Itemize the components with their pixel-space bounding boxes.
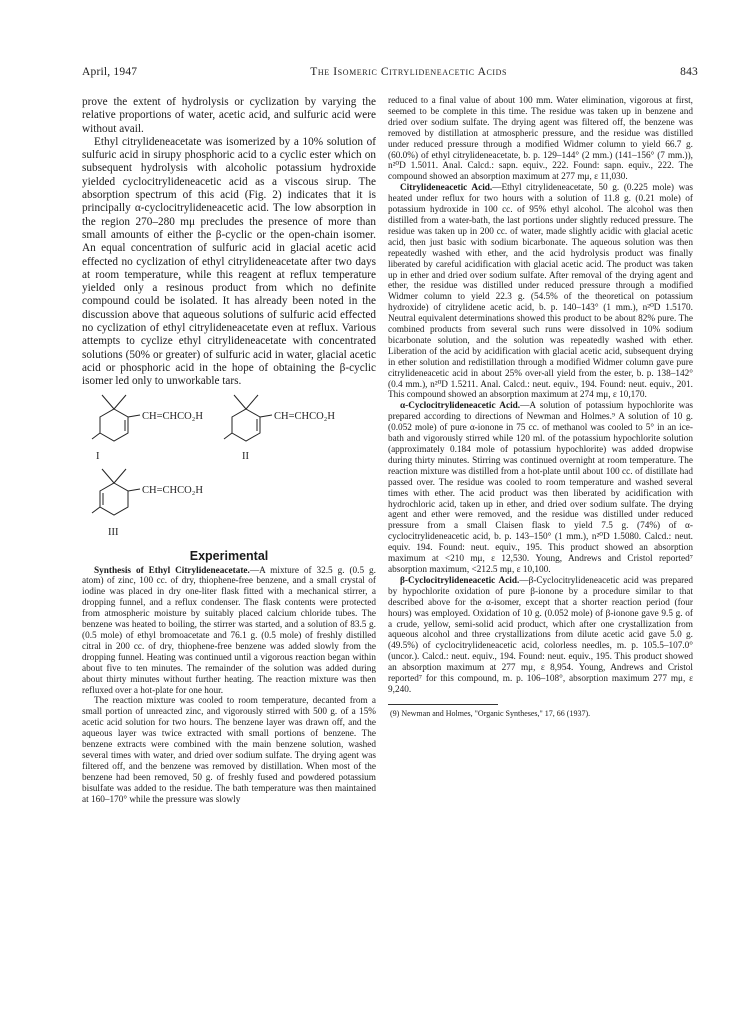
run-in-heading: α-Cyclocitrylideneacetic Acid. (400, 401, 521, 412)
paragraph-synthesis-ester (82, 566, 376, 697)
paragraph-continuation-right: reduced to a final value of about 100 mm. Water elimination, vigorous at first, seemed to be complete in this time. The residue was taken up in benzene and dried over sodium sulfate. The drying agent was filtered off, the benzene was removed by distillation at atmospheric pressure, and the residue was distilled under reduced pressure through a modified Widmer column to yield 66.7 g. (60.0%) of ethyl citrylideneacetate, b. p. 129–144° (2 mm.) (141–156° (7 mm.)), n²⁰D 1.5011. Anal. Calcd.: sapn. equiv., 222. Found: sapn. equiv., 222. The compound showed an absorption maximum at 277 mμ, ε 11,030. (388, 96, 693, 183)
run-in-heading: β-Cyclocitrylideneacetic Acid. (400, 575, 520, 586)
structure-II (224, 395, 272, 441)
section-title-experimental: Experimental (189, 548, 269, 563)
paragraph-text: —A solution of potassium hypochlorite was prepared according to directions of Newman and Holmes.⁹ A solution of 10 g. (0.052 mole) of pure α-ionone in 75 cc. of methanol was cooled to 5° in an ice-bath and vigorously stirred while 120 ml. of the potassium hypochlorite solution (approximately 0.184 mole of potassium hypochlorite) was added dropwise during thirty minutes. Stirring was continued overnight at room temperature. The reaction mixture was distilled from a hot-plate until about 100 cc. of distillate had passed over. The residue was cooled to room temperature and washed several times with ether. The acid product was then liberated by acidification with hydrochloric acid, taken up in ether, and dried over sodium sulfate. The drying agent and ether were removed, and the residue was distilled under reduced pressure from a small Claisen flask to yield 7.5 g. (74%) of α-cyclocitrylideneacetic acid, b. p. 143–150° (1 mm.), n²⁰D 1.5080. Calcd.: neut. equiv. 194. Found: neut. equiv., 195. This product showed an absorption maximum at <210 mμ, ε 12,530. Young, Andrews and Cristol reported⁷ absorption maximum, <212.5 mμ, ε 10,100. (388, 401, 693, 575)
paragraph-text: —β-Cyclocitrylideneacetic acid was prepared by hypochlorite oxidation of pure β-ionone by a procedure similar to that described above for the α-isomer, except that a shorter reaction period (four hours) was employed. Oxidation of 10 g. (0.052 mole) of β-ionone gave 9.5 g. of a crude, yellow, semi-solid acid product, which after one crystallization from aqueous alcohol and three crystallizations from dilute acetic acid gave 5.0 g. (49.5%) of cyclocitrylideneacetic acid, colorless needles, m. p. 105.5–107.0° (uncor.). Calcd.: neut. equiv., 194. Found: neut. equiv., 195. This product showed an absorption maximum at 277 mμ, ε 8,954. Young, Andrews and Cristol reported⁷ for this compound, m. p. 106–108°, absorption maximum 277 mμ, ε 9,240. (388, 575, 693, 695)
paragraph-text: —Ethyl citrylideneacetate, 50 g. (0.225 mole) was heated under reflux for two hours with a solution of 11.8 g. (0.21 mole) of potassium hydroxide in 100 cc. of 95% ethyl alcohol. The alcohol was then distilled from a water-bath, the last portions under slightly reduced pressure. The residue was taken up in 200 cc. of water, made slightly acidic with glacial acetic acid, then just basic with sodium bicarbonate. The aqueous solution was then repeatedly washed with ether, and the acid hydrolysis product was finally liberated by careful acidification with glacial acetic acid. The product was taken up in ether and dried over sodium sulfate. After removal of the drying agent and ether, the residue was distilled under reduced pressure through a modified Widmer column to yield 22.3 g. (54.5% of the theoretical on potassium hydroxide) of citrylidene acetic acid, b. p. 140–143° (1 mm.), n²⁰D 1.5170. Neutral equivalent determinations showed this product to be about 82% pure. The combined products from several such runs were dissolved in 10% sodium bicarbonate solution, and the solution was repeatedly washed with ether. Liberation of the acid by acidification with glacial acetic acid, subsequent drying in ether solution and redistillation through a modified Widmer column gave pure citrylideneacetic acid in about 25% over-all yield from the ester, b. p. 138–142° (0.4 mm.), n²⁰D 1.5211. Anal. Calcd.: neut. equiv., 194. Found: neut. equiv., 201. This compound showed an absorption maximum at 274 mμ, ε 10,170. (388, 183, 693, 401)
page-number: 843 (680, 66, 698, 78)
running-header (82, 66, 698, 82)
structure-II-numeral: II (242, 450, 249, 462)
footnote: (9) Newman and Holmes, "Organic Syntheses," 17, 66 (1937). (390, 708, 591, 718)
paragraph-workup: The reaction mixture was cooled to room temperature, decanted from a small portion of unreacted zinc, and vigorously stirred with 500 g. of a 15% acetic acid solution for two hours. The benzene layer was drawn off, and the aqueous layer was twice extracted with small portions of benzene. The benzene extracts were combined with the main benzene solution, washed several times with water, and dried over sodium sulfate. The drying agent was filtered off, and the benzene was removed by distillation. When most of the benzene had been removed, 50 g. of freshly fused and powdered potassium bisulfate was added to the residue. The bath temperature was then maintained at 160–170° while the pressure was slowly (82, 696, 376, 805)
structure-III (92, 469, 140, 515)
right-column (388, 96, 693, 719)
paragraph-beta-cyclo (388, 576, 693, 696)
chemical-structures-figure (82, 393, 376, 545)
paragraph-citrylideneacetic-acid (388, 183, 693, 401)
structure-I-sidechain: CH=CHCO₂H (142, 410, 203, 422)
structure-I-numeral: I (96, 450, 100, 462)
structure-II-sidechain: CH=CHCO₂H (274, 410, 335, 422)
paragraph-continuation: prove the extent of hydrolysis or cyclization by varying the relative proportions of water, acetic acid, and sulfuric acid were without avail. (82, 96, 376, 135)
left-column (82, 96, 376, 805)
run-in-heading: Citrylideneacetic Acid. (400, 183, 493, 194)
paragraph-text: —A mixture of 32.5 g. (0.5 g. atom) of zinc, 100 cc. of dry, thiophene-free benzene, and a small crystal of iodine was placed in dry one-liter flask fitted with a mechanical stirrer, a dropping funnel, and a reflux condenser. The flask contents were protected from atmospheric moisture by suitably placed calcium chloride tubes. The benzene was heated to boiling, the stirrer was started, and a solution of 83.5 g. (0.5 mole) of ethyl bromoacetate and 76.1 g. (0.5 mole) of freshly distilled citral in 200 cc. of dry, thiophene-free benzene was added slowly from the dropping funnel. Heating was continued until a vigorous reaction began within about five to ten minutes. The remainder of the solution was added during about thirty minutes without further heating. The reaction mixture was then refluxed over a hot-plate for one hour. (82, 565, 376, 696)
footnote-divider (388, 704, 498, 705)
run-in-heading: Synthesis of Ethyl Citrylideneacetate. (94, 565, 250, 576)
paragraph-cyclization: Ethyl citrylideneacetate was isomerized by a 10% solution of sulfuric acid in sirupy phosphoric acid to a cyclic ester which on subsequent hydrolysis with alcoholic potassium hydroxide yielded cyclocitrylideneacetic acid as a viscous sirup. The absorption spectrum of this acid (Fig. 2) indicates that it is principally α-cyclocitrylideneacetic acid. The low absorption in the region 270–280 mμ precludes the presence of more than small amounts of either the β-cyclic or the open-chain isomer. An equal concentration of sulfuric acid in glacial acetic acid effected no cyclization of ethyl citrylideneacetate after two days at room temperature, while this reagent at reflux temperature yielded only a resinous product from which no definite compound could be isolated. It has already been noted in the discussion above that aqueous solutions of sulfuric acid effected no cyclization of ethyl citrylideneacetate even at reflux. Various attempts to cyclize ethyl citrylideneacetate with concentrated solutions (50% or greater) of sulfuric acid in water, glacial acetic acid or phosphoric acid in the hope of obtaining the β-cyclic isomer led only to unworkable tars. (82, 135, 376, 388)
paragraph-alpha-cyclo (388, 401, 693, 576)
structure-III-numeral: III (108, 526, 119, 538)
structure-I (92, 395, 140, 441)
header-date: April, 1947 (82, 66, 138, 78)
header-title: The Isomeric Citrylideneacetic Acids (310, 66, 508, 78)
structure-III-sidechain: CH=CHCO₂H (142, 484, 203, 496)
